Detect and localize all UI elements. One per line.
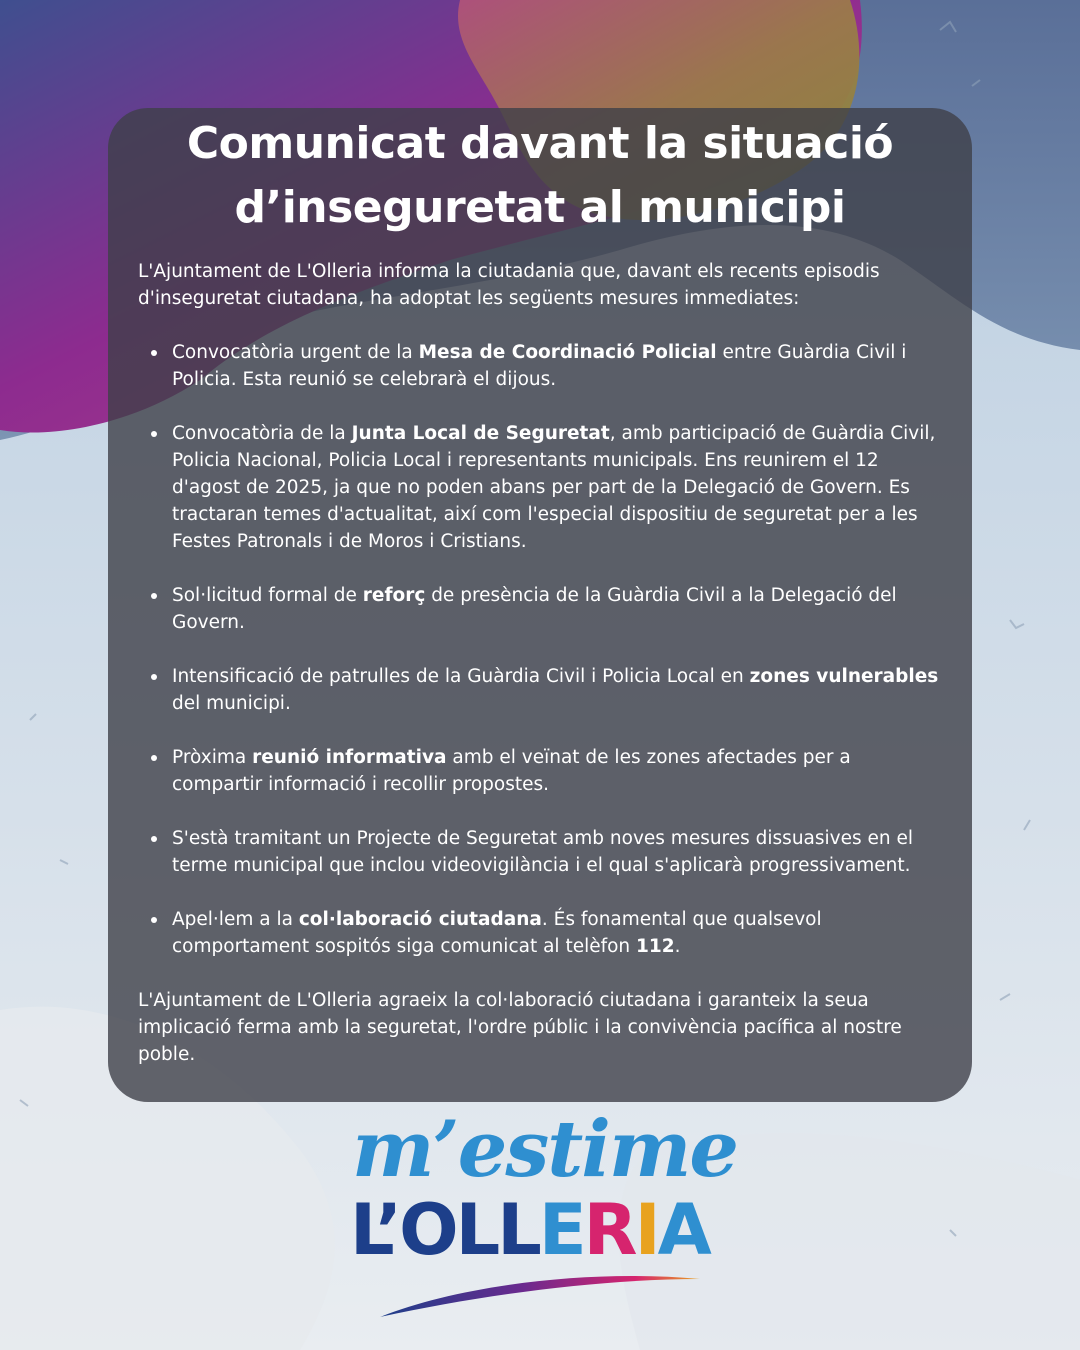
- list-item: Apel·lem a la col·laboració ciutadana. És fonamental que qualsevol comportament sospitós siga comunicat al telèfon 112.: [138, 906, 942, 960]
- logo-letter: LL: [455, 1189, 539, 1271]
- page-title: Comunicat davant la situació d’inseguretat al municipi: [186, 118, 894, 233]
- logo-swoosh-icon: [370, 1265, 710, 1325]
- mestime-lolleria-logo: [340, 1105, 740, 1325]
- logo-letter: E: [538, 1189, 584, 1271]
- list-item: Convocatòria urgent de la Mesa de Coordinació Policial entre Guàrdia Civil i Policia. Esta reunió se celebrarà el dijous.: [138, 339, 942, 393]
- list-item: Sol·licitud formal de reforç de presència de la Guàrdia Civil a la Delegació del Govern.: [138, 582, 942, 636]
- logo-letter: R: [583, 1189, 635, 1271]
- logo-letter: I: [634, 1189, 658, 1271]
- list-item: Intensificació de patrulles de la Guàrdia Civil i Policia Local en zones vulnerables del municipi.: [138, 663, 942, 717]
- list-item: S'està tramitant un Projecte de Seguretat amb noves mesures dissuasives en el terme municipal que inclou videovigilància i el qual s'aplicarà progressivament.: [138, 825, 942, 879]
- intro-paragraph: L'Ajuntament de L'Olleria informa la ciutadania que, davant els recents episodis d'inseguretat ciutadana, ha adoptat les següents mesures immediates:: [138, 261, 880, 309]
- measures-list: [138, 339, 942, 960]
- list-item: Convocatòria de la Junta Local de Seguretat, amb participació de Guàrdia Civil, Policia Nacional, Policia Local i representants municipals. Ens reunirem el 12 d'agost de 2025, ja que no poden abans per part de la Delegació de Govern. Es tractaran temes d'actualitat, així com l'especial dispositiu de seguretat per a les Festes Patronals i de Moros i Cristians.: [138, 420, 942, 555]
- statement-panel: [108, 108, 972, 1102]
- logo-letter: O: [399, 1189, 456, 1271]
- logo-tagline: m’estime: [352, 1104, 738, 1195]
- list-item: Pròxima reunió informativa amb el veïnat de les zones afectades per a compartir informació i recollir propostes.: [138, 744, 942, 798]
- logo-letter: L’: [350, 1189, 400, 1271]
- logo-wordmark: [350, 1190, 730, 1270]
- closing-paragraph: L'Ajuntament de L'Olleria agraeix la col·laboració ciutadana i garanteix la seua implicació ferma amb la seguretat, l'ordre públic i la convivència pacífica al nostre poble.: [138, 990, 902, 1065]
- logo-letter: A: [657, 1189, 709, 1271]
